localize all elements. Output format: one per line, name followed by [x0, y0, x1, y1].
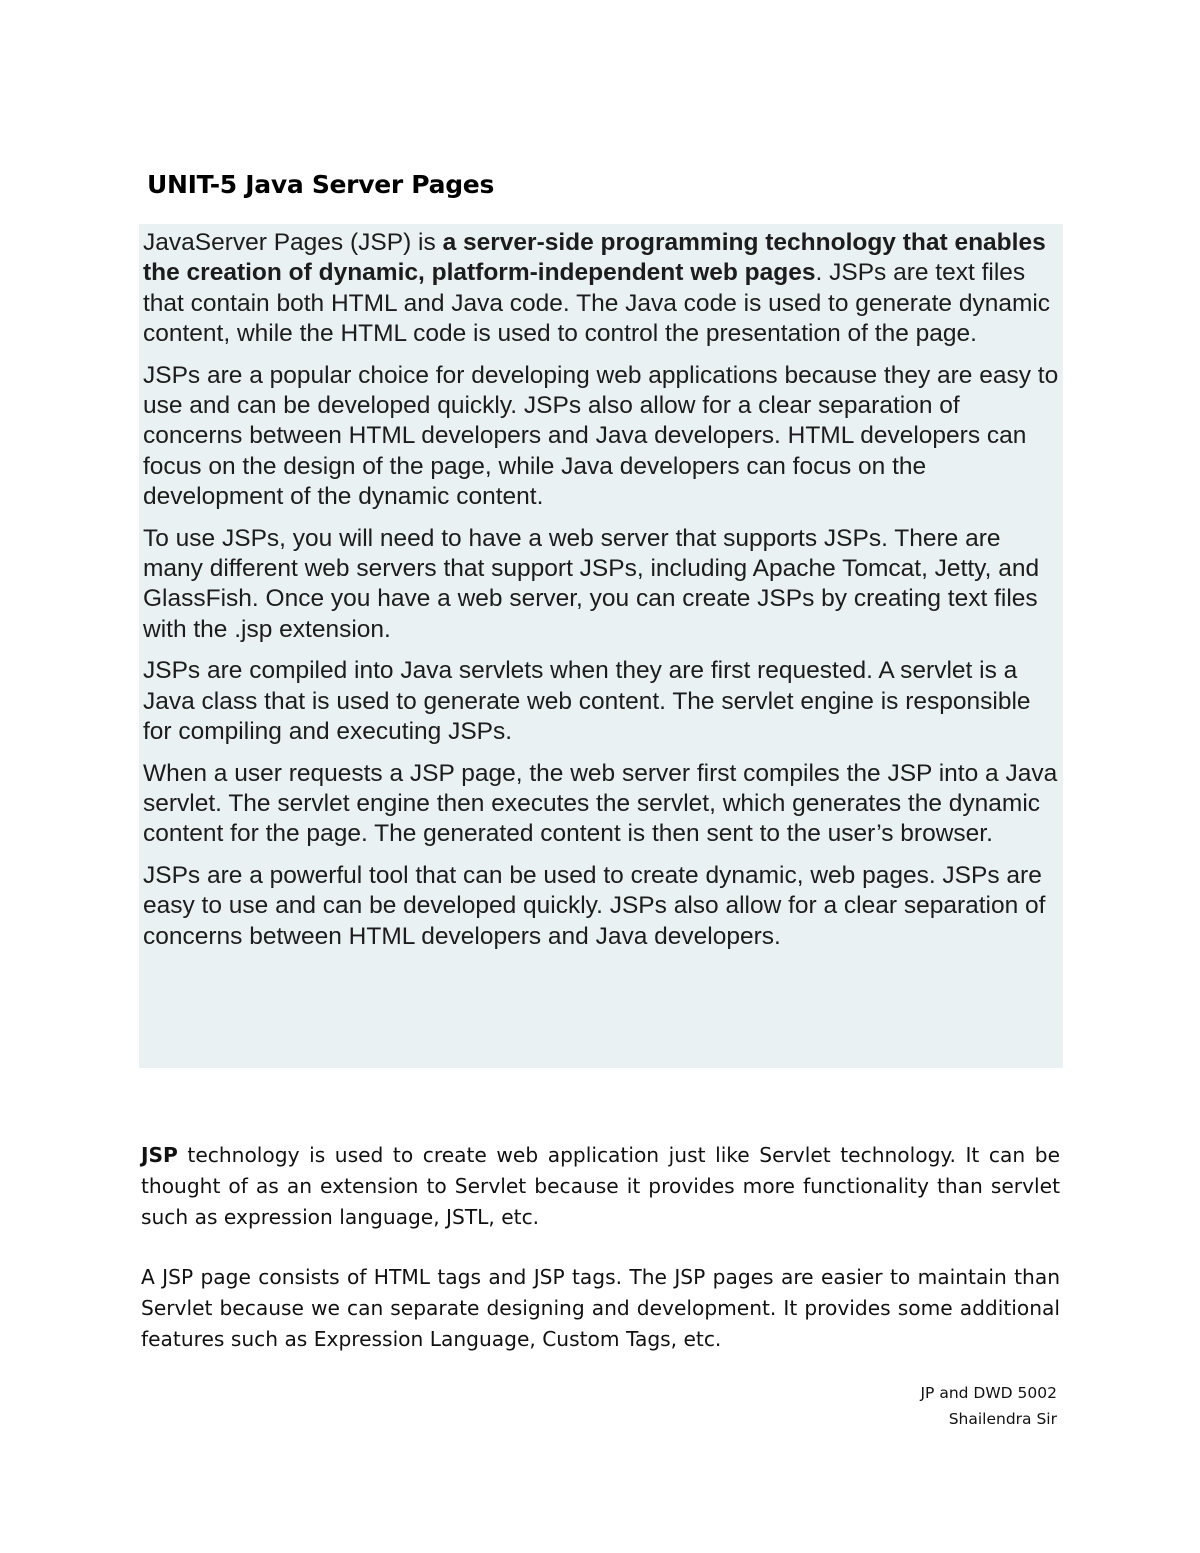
body-paragraph-2	[141, 1262, 1060, 1355]
page-footer	[920, 1380, 1057, 1432]
overview-paragraph-1	[143, 228, 1059, 350]
overview-paragraph-5: When a user requests a JSP page, the web server first compiles the JSP into a Java servlet. The servlet engine then executes the servlet, which generates the dynamic content for the page. The generated content is then sent to the user’s browser.	[143, 759, 1058, 848]
overview-p1-intro: JavaServer Pages (JSP) is	[143, 229, 443, 256]
body-paragraph-1	[141, 1140, 1060, 1233]
overview-paragraph-6: JSPs are a powerful tool that can be used to create dynamic, web pages. JSPs are easy to use and can be developed quickly. JSPs also allow for a clear separation of concerns between HTML developers and Java developers.	[143, 861, 1046, 950]
body-p1-bold: JSP	[141, 1143, 178, 1167]
page-title: UNIT-5 Java Server Pages	[147, 170, 495, 199]
jsp-overview-box	[139, 224, 1063, 1068]
body-p2-text: A JSP page consists of HTML tags and JSP tags. The JSP pages are easier to maintain than Servlet because we can separate designing and development. It provides some additional features such as Expression Language, Custom Tags, etc.	[141, 1265, 1060, 1351]
footer-course: JP and DWD 5002	[920, 1384, 1057, 1402]
overview-p1-bold: a server-side programming technology that enables the creation of dynamic, platform-independent web pages	[143, 229, 1046, 287]
overview-paragraph-3: To use JSPs, you will need to have a web server that supports JSPs. There are many different web servers that support JSPs, including Apache Tomcat, Jetty, and GlassFish. Once you have a web server, you can create JSPs by creating text files with the .jsp extension.	[143, 524, 1040, 643]
overview-paragraph-2: JSPs are a popular choice for developing web applications because they are easy to use and can be developed quickly. JSPs also allow for a clear separation of concerns between HTML developers and Java developers. HTML developers can focus on the design of the page, while Java developers can focus on the development of the dynamic content.	[143, 361, 1059, 511]
body-p1-rest: technology is used to create web application just like Servlet technology. It can be thought of as an extension to Servlet because it provides more functionality than servlet such as expression language, JSTL, etc.	[141, 1143, 1060, 1229]
overview-paragraph-4: JSPs are compiled into Java servlets when they are first requested. A servlet is a Java class that is used to generate web content. The servlet engine is responsible for compiling and executing JSPs.	[143, 657, 1031, 746]
overview-p1-rest: . JSPs are text files that contain both HTML and Java code. The Java code is used to generate dynamic content, while the HTML code is used to control the presentation of the page.	[143, 259, 1051, 348]
footer-author: Shailendra Sir	[948, 1410, 1057, 1428]
